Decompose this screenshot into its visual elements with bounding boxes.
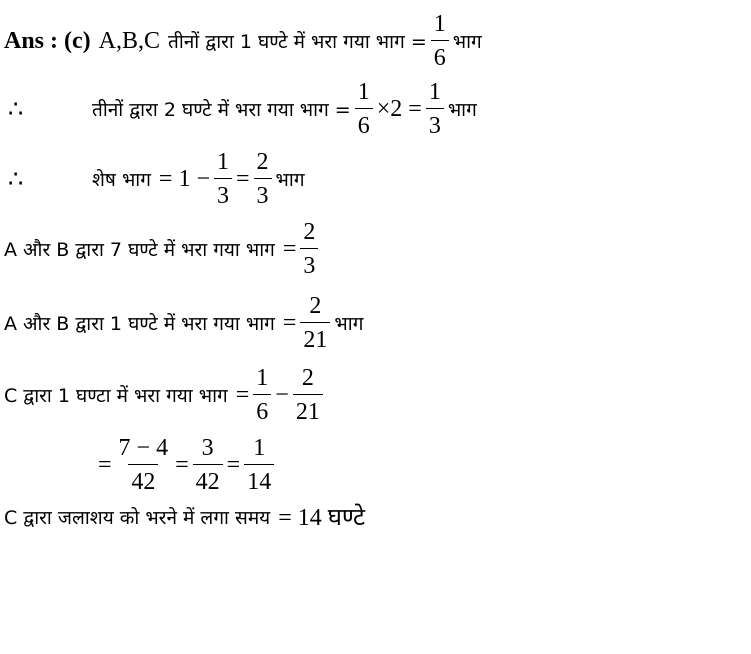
fraction-numerator: 7 − 4 [118,435,169,461]
fraction-denominator: 3 [300,248,318,278]
expression: = 1 − [158,165,210,192]
statement-text: C द्वारा 1 घण्टा में भरा गया भाग [4,385,228,407]
multiply-expression: ×2 = [376,95,422,122]
equals-sign: = [175,451,189,478]
fraction-denominator: 42 [128,464,158,494]
step-line-2 [8,80,477,138]
fraction-numerator: 2 [301,365,314,391]
answer-label: Ans : (c) [4,27,91,54]
statement-text: A और B द्वारा 1 घण्टे में भरा गया भाग [4,313,275,335]
step-line-7 [98,436,278,494]
statement-text: तीनों द्वारा 2 घण्टे में भरा गया भाग = [92,99,351,121]
minus-sign: − [275,381,289,408]
statement-text: A और B द्वारा 7 घण्टे में भरा गया भाग [4,239,275,261]
fraction-numerator: 1 [217,149,229,175]
fraction [244,436,274,494]
fraction [300,294,330,352]
unit-text: भाग [275,169,305,191]
fraction-denominator: 6 [355,108,373,138]
step-line-3 [8,150,305,208]
fraction-denominator: 3 [254,178,272,208]
statement-text: शेष भाग [92,169,151,191]
fraction-denominator: 21 [300,322,330,352]
unit-text: भाग [452,31,482,53]
answer-line [4,12,482,70]
fraction-denominator: 42 [193,464,223,494]
fraction [116,436,172,494]
fraction [355,80,373,138]
fraction-numerator: 2 [303,219,316,245]
therefore-symbol: ∴ [8,96,24,123]
fraction [300,220,318,278]
fraction [431,12,449,70]
equals-sign: = [226,451,241,478]
fraction-denominator: 3 [214,178,232,208]
fraction-numerator: 1 [433,11,446,37]
equals-sign: = [282,235,297,262]
fraction-numerator: 2 [309,293,322,319]
unit-text: भाग [334,313,364,335]
equals-sign: = [235,381,250,408]
step-line-5 [4,294,363,352]
unit-text: भाग [447,99,477,121]
fraction-numerator: 2 [256,149,269,175]
fraction [193,436,223,494]
fraction-denominator: 3 [426,108,444,138]
fraction [214,150,232,208]
fraction-numerator: 1 [428,79,441,105]
fraction [426,80,444,138]
equals-sign: = [282,309,297,336]
workers-abc: A,B,C [98,27,161,54]
fraction-denominator: 21 [293,394,323,424]
fraction [254,150,272,208]
equals-sign: = [236,165,250,192]
fraction-numerator: 1 [256,365,269,391]
fraction-denominator: 6 [431,40,449,70]
fraction-numerator: 1 [253,435,266,461]
fraction-denominator: 14 [244,464,274,494]
equals-sign: = [98,451,112,478]
fraction-numerator: 3 [201,435,214,461]
statement-text: तीनों द्वारा 1 घण्टे में भरा गया भाग = [168,31,427,53]
result-value: = 14 घण्टे [278,505,366,531]
therefore-symbol: ∴ [8,166,24,193]
fraction [293,366,323,424]
conclusion-line [4,500,365,533]
fraction-numerator: 1 [357,79,370,105]
fraction [253,366,271,424]
step-line-4 [4,220,322,278]
step-line-6 [4,366,327,424]
fraction-denominator: 6 [253,394,271,424]
statement-text: C द्वारा जलाशय को भरने में लगा समय [4,506,271,529]
